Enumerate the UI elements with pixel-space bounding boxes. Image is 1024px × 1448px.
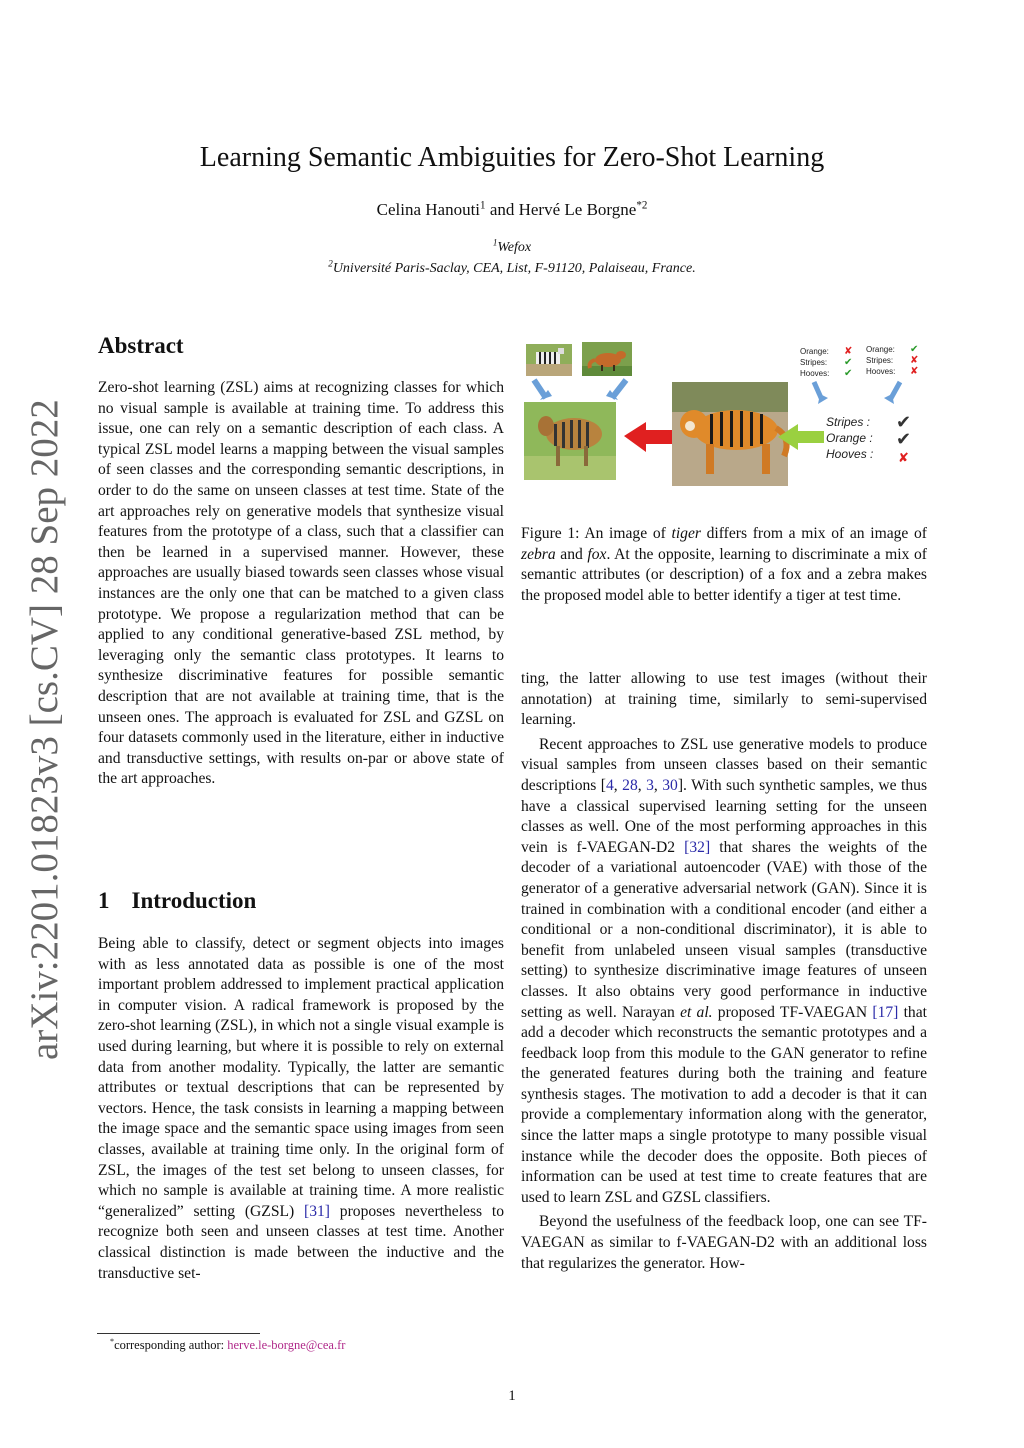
zebra-stripes-cross-icon: ✘ bbox=[910, 355, 919, 366]
right-column-body bbox=[521, 669, 927, 1274]
intro-p1-text-b: proposes nevertheless to recognize both seen and unseen classes at test time. Another classical distinction is made between the inductive and the transductive set- bbox=[98, 1202, 504, 1282]
right-p1-text-c: that shares the weights of the decoder of a variational autoencoder (VAE) with those of the generator of a generative adversarial network (GAN). Since it is trained in combination with a conditional encoder (and either a conditional or a non-conditional discriminator), it is able to benefit from unlabeled unseen visual samples (transductive setting) to synthesize discriminative image features of unseen classes. It also obtains very good performance in inductive setting as well. Narayan bbox=[521, 838, 928, 1021]
figure-1 bbox=[522, 338, 930, 488]
affil-1-text: Wefox bbox=[497, 240, 532, 255]
right-p1-etal: et al. bbox=[680, 1003, 713, 1021]
intro-title: Introduction bbox=[131, 888, 257, 913]
fox-orange-cross-icon: ✘ bbox=[844, 346, 853, 357]
intro-paragraph-1 bbox=[98, 934, 504, 1284]
caption-text-c: and bbox=[555, 545, 588, 563]
fox-attr-hooves: Hooves: bbox=[800, 369, 830, 378]
intro-body bbox=[98, 934, 504, 1284]
intro-p1-text-a: Being able to classify, detect or segment objects into images with as less annotated data as possible is one of the most important problem addressed to implement practical application in computer vision. A radical framework is proposed by the zero-shot learning (ZSL), in which not a single visual example is used during learning, but where it is possible to rely on external data from another modality. Typically, the latter are semantic attributes or textual descriptions that can be represented by vectors. Hence, the task consists in learning a mapping between the image space and the semantic space using images from seen classes, available at training time only. In the original form of ZSL, the images of the test set belong to unseen classes, for which no sample is available at training time. A more realistic “generalized” setting (GZSL) bbox=[98, 935, 504, 1220]
zebra-thumbnail bbox=[526, 344, 572, 376]
combined-stripes-check-icon: ✔ bbox=[896, 412, 912, 433]
combined-orange-check-icon: ✔ bbox=[896, 429, 912, 450]
cite-4[interactable]: 4 bbox=[606, 776, 614, 794]
intro-number: 1 bbox=[98, 888, 110, 913]
right-paragraph-1: Recent approaches to ZSL use generative models to produce visual samples from unseen classes based on their semantic descriptions [4, 28, 3, 30]. With such synthetic samples, we thus have a classical supervised learning setting for the unseen classes as well. One of the most performing approaches in this vein is f-VAEGAN-D2 [32] that shares the weights of the decoder of a variational autoencoder (VAE) with those of the generator of a generative adversarial network (GAN). Since it is trained in combination with a conditional encoder (and either a conditional or a non-conditional discriminator), it is able to benefit from unlabeled unseen visual samples (transductive setting) to synthesize discriminative image features of unseen classes. It also obtains very good performance in inductive setting as well. Narayan et al. proposed TF-VAEGAN [17] that add a decoder which reconstructs the semantic prototypes and a feedback loop from this module to the GAN generator to refine the generated features during both the training and feature synthesis stages. The motivation to add a decoder is that it can provide a complementary information along with the generator, since the latter maps a single prototype to many possible visual instance while the decoder does the opposite. Both pieces of information can be used at test time to create features that are used to learn ZSL and GZSL classifiers. bbox=[521, 735, 928, 1206]
intro-heading bbox=[98, 888, 256, 914]
affil-2-text: Université Paris-Saclay, CEA, List, F-91120, Palaiseau, France. bbox=[332, 261, 696, 276]
right-p1-text-b: ]. With such synthetic samples, we thus have a classical supervised learning setting for the unseen classes as well. One of the most performing approaches in this vein is f-VAEGAN-D2 bbox=[521, 776, 928, 856]
cite-3[interactable]: 3 bbox=[646, 776, 654, 794]
author-line bbox=[0, 200, 1024, 220]
figure-1-caption bbox=[521, 524, 927, 606]
right-p1-text-d: proposed TF-VAEGAN bbox=[712, 1003, 873, 1021]
fox-hooves-check-icon: ✔ bbox=[844, 368, 853, 379]
right-paragraph-0: ting, the latter allowing to use test images (without their annotation) at training time, similarly to semi-supervised learning. bbox=[521, 670, 927, 729]
combined-hooves-cross-icon: ✘ bbox=[898, 451, 909, 466]
fox-attr-stripes: Stripes: bbox=[800, 358, 828, 367]
caption-tiger: tiger bbox=[671, 525, 701, 542]
abstract-text: Zero-shot learning (ZSL) aims at recognizing classes for which no visual sample is available at training time. To address this issue, one can rely on a semantic description of each class. A typical ZSL model learns a mapping between the visual samples of seen classes and the corresponding semantic descriptions, in order to do the same on unseen classes at test time. State of the art approaches rely on generative models that synthesize visual features from the prototype of a class, such that a classifier can then be learned in a supervised manner. However, these approaches are usually biased towards seen classes whose visual instances are the only one that can be matched to a given class prototype. We propose a regularization method that can be applied to any conditional generative-based ZSL method, by leveraging only the semantic class prototypes. It learns to synthesize discriminative features for possible semantic description that are not available at training time, that is the unseen ones. The approach is evaluated for ZSL and GZSL on four datasets commonly used in the literature, either in inductive and transductive settings, with results on-par or above state of the art approaches. bbox=[98, 379, 504, 788]
author-2: Hervé Le Borgne bbox=[518, 200, 637, 219]
combined-attr-orange: Orange : bbox=[826, 431, 873, 445]
right-paragraph-2: Beyond the usefulness of the feedback loop, one can see TF-VAEGAN as similar to f-VAEGAN-D2 with an additional loss that regularizes the generator. How- bbox=[521, 1213, 927, 1272]
caption-zebra: zebra bbox=[521, 545, 556, 563]
zebra-attr-stripes: Stripes: bbox=[866, 356, 894, 365]
zebra-attributes bbox=[866, 344, 918, 377]
caption-fox: fox bbox=[587, 545, 607, 563]
zebra-attr-orange: Orange: bbox=[866, 345, 895, 354]
right-p1-text-a: Recent approaches to ZSL use generative models to produce visual samples from unseen classes based on their semantic descriptions [ bbox=[521, 735, 927, 794]
combined-attr-stripes: Stripes : bbox=[826, 415, 871, 429]
tiger-image bbox=[672, 382, 788, 486]
author-and: and bbox=[485, 200, 519, 219]
zebra-attr-hooves: Hooves: bbox=[866, 367, 896, 376]
author-1: Celina Hanouti bbox=[376, 200, 481, 219]
zebra-fox-mix-image bbox=[524, 402, 616, 480]
abstract-body bbox=[98, 378, 504, 790]
affiliation-1 bbox=[0, 237, 1024, 256]
page-number: 1 bbox=[508, 1388, 516, 1404]
zebra-hooves-cross-icon: ✘ bbox=[910, 366, 919, 377]
cite-17[interactable]: [17] bbox=[872, 1003, 899, 1021]
fox-thumbnail bbox=[582, 342, 632, 376]
combined-attributes bbox=[826, 412, 911, 466]
combined-attr-hooves: Hooves : bbox=[826, 447, 874, 461]
affil-2-sup: 2 bbox=[328, 258, 333, 269]
paper-title: Learning Semantic Ambiguities for Zero-Shot Learning bbox=[199, 142, 825, 173]
cite-30[interactable]: 30 bbox=[662, 776, 678, 794]
arxiv-stamp bbox=[10, 399, 80, 1060]
footnote-rule bbox=[97, 1333, 260, 1334]
right-p1-text-e: that add a decoder which reconstructs the semantic prototypes and a feedback loop from this module to the GAN generator to refine the generated features during both the training and feature synthesis stages. The motivation to add a decoder is that it can provide a complementary information along with the generator, since the latter maps a single prototype to many possible visual instance while the decoder does the opposite. Both pieces of information can be used at test time to create features that are used to learn ZSL and GZSL classifiers. bbox=[521, 1003, 927, 1206]
zebra-orange-check-icon: ✔ bbox=[910, 344, 919, 355]
caption-text-a: Figure 1: An image of bbox=[521, 525, 672, 542]
affiliation-2 bbox=[0, 258, 1024, 277]
footnote-label: corresponding author: bbox=[114, 1338, 228, 1352]
figure-1-graphic bbox=[522, 338, 930, 488]
cite-28[interactable]: 28 bbox=[622, 776, 638, 794]
affil-1-sup: 1 bbox=[492, 237, 498, 248]
fox-attr-orange: Orange: bbox=[800, 347, 829, 356]
cite-31[interactable]: [31] bbox=[304, 1202, 330, 1220]
fox-attributes bbox=[800, 346, 852, 379]
footnote bbox=[110, 1338, 345, 1353]
arxiv-stamp-text: arXiv:2201.01823v3 [cs.CV] 28 Sep 2022 bbox=[23, 399, 66, 1060]
cite-32[interactable]: [32] bbox=[684, 838, 711, 856]
fox-stripes-check-icon: ✔ bbox=[844, 357, 853, 368]
abstract-heading: Abstract bbox=[98, 333, 184, 358]
caption-text-b: differs from a mix of an image of bbox=[700, 525, 927, 542]
author-1-sup: 1 bbox=[480, 199, 486, 212]
caption-text-d: . At the opposite, learning to discriminate a mix of semantic attributes (or description) of a fox and a zebra makes the proposed model able to better identify a tiger at test time. bbox=[521, 545, 927, 604]
footnote-email-link[interactable]: herve.le-borgne@cea.fr bbox=[227, 1338, 346, 1352]
author-2-sup: *2 bbox=[636, 199, 648, 212]
footnote-mark: * bbox=[110, 1336, 115, 1346]
